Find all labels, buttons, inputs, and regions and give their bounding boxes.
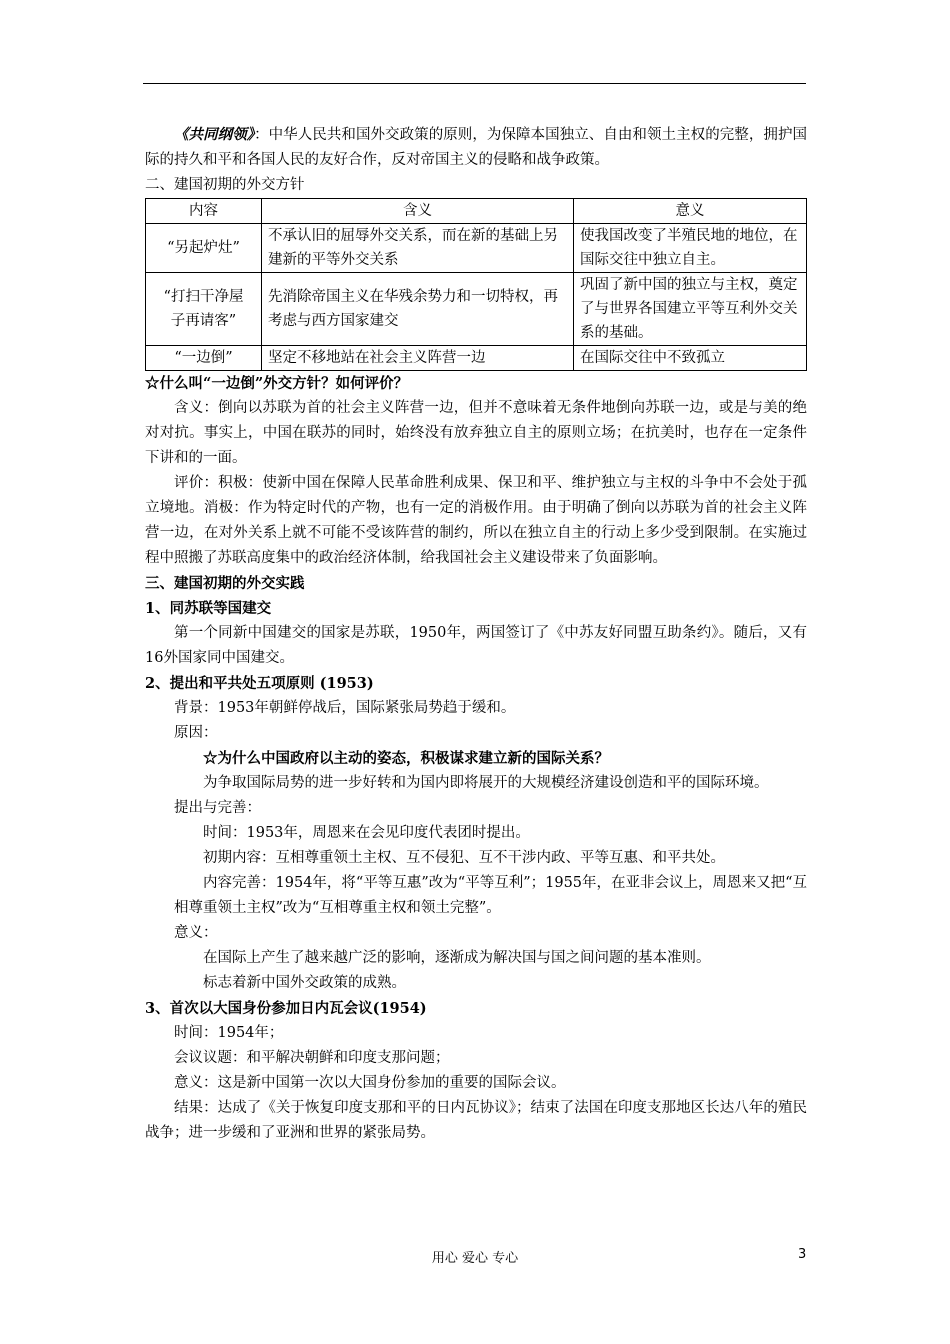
five-principles-proposal-label: 提出与完善： xyxy=(174,800,261,816)
table-header-row xyxy=(146,199,807,224)
table-row xyxy=(146,346,807,371)
table-row xyxy=(146,273,807,346)
five-principles-significance-label: 意义： xyxy=(174,925,218,941)
five-principles-reason-label: 原因： xyxy=(174,725,218,741)
header-rule xyxy=(143,83,806,84)
policy-significance: 在国际交往中不致孤立 xyxy=(574,346,807,371)
policy-meaning: 不承认旧的屈辱外交关系，而在新的基础上另建新的平等外交关系 xyxy=(262,224,574,273)
five-principles-background: 背景：1953年朝鲜停战后，国际紧张局势趋于缓和。 xyxy=(174,700,516,716)
subsection-2-title: 2、提出和平共处五项原则 (1953) xyxy=(145,675,374,692)
policy-significance: 使我国改变了半殖民地的地位，在国际交往中独立自主。 xyxy=(574,224,807,273)
footer-motto: 用心 爱心 专心 xyxy=(431,1251,519,1266)
table-row xyxy=(146,224,807,273)
subsection-3-title: 3、首次以大国身份参加日内瓦会议(1954) xyxy=(145,1000,427,1017)
page-number: 3 xyxy=(798,1247,807,1262)
diplomatic-policy-table xyxy=(145,198,807,371)
section2-heading: 二、建国初期的外交方针 xyxy=(145,177,305,193)
table-header-content: 内容 xyxy=(146,199,262,224)
table-header-significance: 意义 xyxy=(574,199,807,224)
five-principles-significance-1: 在国际上产生了越来越广泛的影响，逐渐成为解决国与国之间问题的基本准则。 xyxy=(203,950,711,966)
geneva-significance: 意义：这是新中国第一次以大国身份参加的重要的国际会议。 xyxy=(174,1075,566,1091)
policy-name: “一边倒” xyxy=(146,346,262,371)
policy-significance: 巩固了新中国的独立与主权，奠定了与世界各国建立平等互利外交关系的基础。 xyxy=(574,273,807,346)
policy-meaning: 先消除帝国主义在华残余势力和一切特权，再考虑与西方国家建交 xyxy=(262,273,574,346)
geneva-time: 时间：1954年； xyxy=(174,1025,284,1041)
subsection-1-title: 1、同苏联等国建交 xyxy=(145,600,272,617)
five-principles-significance-2: 标志着新中国外交政策的成熟。 xyxy=(203,975,406,991)
policy-meaning: 坚定不移地站在社会主义阵营一边 xyxy=(262,346,574,371)
one-side-evaluation: 评价：积极：使新中国在保障人民革命胜利成果、保卫和平、维护独立与主权的斗争中不会处于孤立境地。消极：作为特定时代的产物，也有一定的消极作用。由于明确了倒向以苏联为首的社会主义阵营一边，在对外关系上就不可能不受该阵营的制约，所以在独立自主的行动上多少受到限制。在实施过程中照搬了苏联高度集中的政治经济体制，给我国社会主义建设带来了负面影响。 xyxy=(145,475,807,566)
intro-paragraph xyxy=(145,122,807,173)
five-principles-reason-answer: 为争取国际局势的进一步好转和为国内即将展开的大规模经济建设创造和平的国际环境。 xyxy=(203,775,769,791)
soviet-relations-paragraph: 第一个同新中国建交的国家是苏联，1950年，两国签订了《中苏友好同盟互助条约》。随后，又有16外国家同中国建交。 xyxy=(145,625,807,666)
one-side-question: ☆什么叫“一边倒”外交方针？如何评价？ xyxy=(145,375,409,392)
document-body xyxy=(145,122,807,1146)
section3-heading: 三、建国初期的外交实践 xyxy=(145,575,305,592)
table-header-meaning: 含义 xyxy=(262,199,574,224)
policy-name: “打扫干净屋子再请客” xyxy=(146,273,262,346)
one-side-meaning: 含义：倒向以苏联为首的社会主义阵营一边，但并不意味着无条件地倒向苏联一边，或是与美的绝对对抗。事实上，中国在联苏的同时，始终没有放弃独立自主的原则立场；在抗美时，也存在一定条件下讲和的一面。 xyxy=(145,400,807,466)
five-principles-initial-content: 初期内容：互相尊重领土主权、互不侵犯、互不干涉内政、平等互惠、和平共处。 xyxy=(203,850,725,866)
intro-text: ：中华人民共和国外交政策的原则，为保障本国独立、自由和领土主权的完整，拥护国际的持久和平和各国人民的友好合作，反对帝国主义的侵略和战争政策。 xyxy=(145,127,808,168)
five-principles-reason-question: ☆为什么中国政府以主动的姿态，积极谋求建立新的国际关系？ xyxy=(203,750,609,767)
common-program-term: 《共同纲领》 xyxy=(174,126,255,143)
five-principles-improvement: 内容完善：1954年，将“平等互惠”改为“平等互利”；1955年，在亚非会议上，周恩来又把“互相尊重领土主权”改为“互相尊重主权和领土完整”。 xyxy=(174,875,807,916)
geneva-result: 结果：达成了《关于恢复印度支那和平的日内瓦协议》；结束了法国在印度支那地区长达八年的殖民战争；进一步缓和了亚洲和世界的紧张局势。 xyxy=(145,1100,807,1141)
geneva-topic: 会议议题：和平解决朝鲜和印度支那问题； xyxy=(174,1050,450,1066)
five-principles-time: 时间：1953年，周恩来在会见印度代表团时提出。 xyxy=(203,825,530,841)
policy-name: “另起炉灶” xyxy=(146,224,262,273)
